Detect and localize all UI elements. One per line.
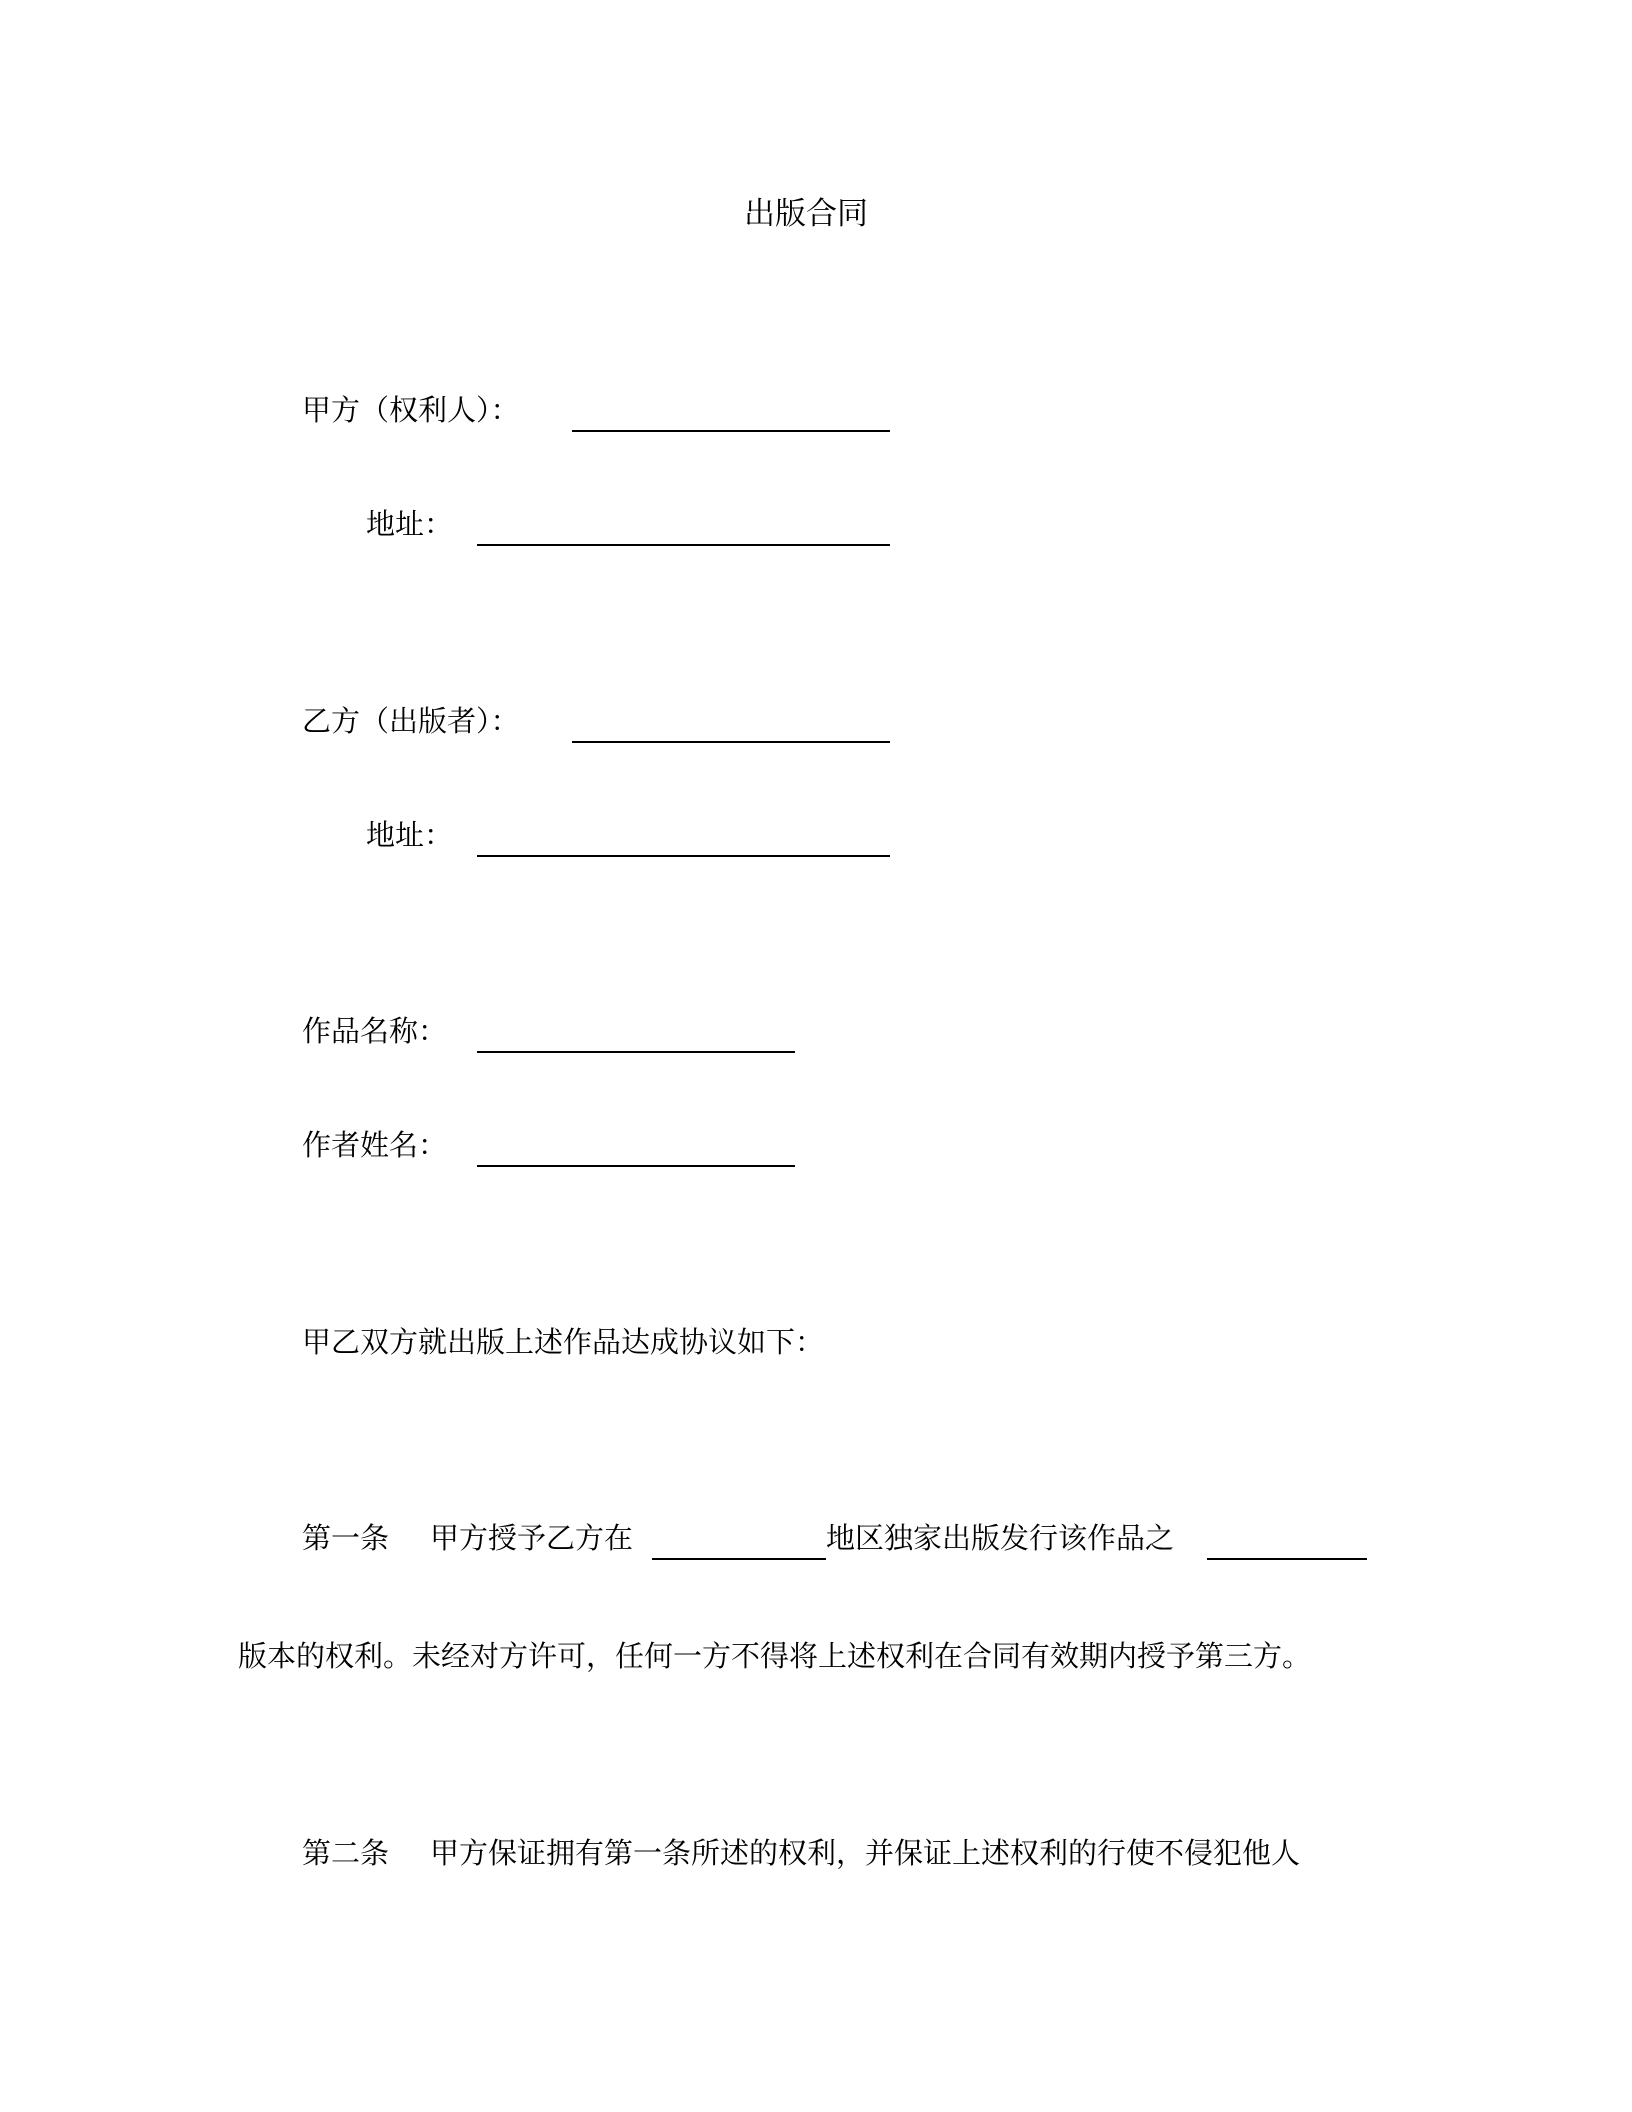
article-2-number: 第二条 — [302, 1836, 390, 1870]
party-b-label: 乙方（出版者）： — [302, 704, 520, 738]
document-title: 出版合同 — [744, 196, 868, 232]
party-a-address-label: 地址： — [366, 507, 454, 541]
article-1-edition-blank — [1207, 1558, 1367, 1560]
work-name-blank — [477, 1051, 795, 1053]
article-2-text: 甲方保证拥有第一条所述的权利，并保证上述权利的行使不侵犯他人 — [430, 1836, 1301, 1870]
article-1-text-part2: 地区独家出版发行该作品之 — [826, 1521, 1175, 1555]
article-1-region-blank — [652, 1558, 826, 1560]
work-name-label: 作品名称： — [302, 1014, 448, 1048]
agreement-intro: 甲乙双方就出版上述作品达成协议如下： — [302, 1325, 825, 1359]
article-1-number: 第一条 — [302, 1521, 390, 1555]
party-b-address-label: 地址： — [366, 818, 454, 852]
article-1-text-part1: 甲方授予乙方在 — [430, 1521, 634, 1555]
party-a-label: 甲方（权利人）： — [302, 393, 520, 427]
party-b-name-blank — [572, 741, 890, 743]
party-a-name-blank — [572, 430, 890, 432]
author-name-blank — [477, 1165, 795, 1167]
article-1-text-line2: 版本的权利。未经对方许可，任何一方不得将上述权利在合同有效期内授予第三方。 — [238, 1639, 1312, 1673]
party-b-address-blank — [477, 855, 890, 857]
author-name-label: 作者姓名： — [302, 1128, 448, 1162]
party-a-address-blank — [477, 544, 890, 546]
